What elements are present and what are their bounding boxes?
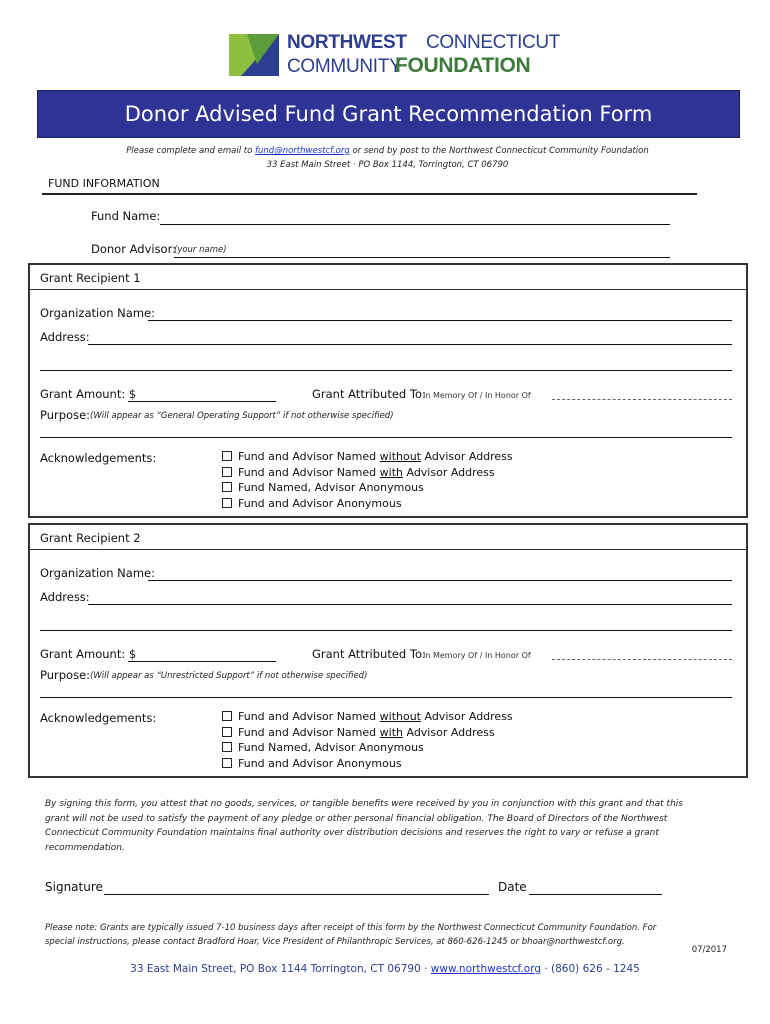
recipient-1-ack-option[interactable]: Fund and Advisor Named without Advisor Address	[222, 449, 513, 465]
date-label: Date	[498, 880, 527, 894]
processing-note: Please note: Grants are typically issued 7-10 business days after receipt of this form by the Northwest Connecticut Community Foundation. For special instructions, please contact Bradford Hoar, Vice President of Philanthropic Services, at 860-626-1245 or bhoar@northwestcf.org.	[45, 923, 657, 947]
recipient-2-org-label: Organization Name:	[40, 566, 155, 580]
form-title: Donor Advised Fund Grant Recommendation Form	[124, 102, 653, 126]
recipient-1-attributed-options: In Memory Of / In Honor Of	[423, 391, 531, 400]
date-field[interactable]	[529, 894, 662, 895]
grant-recipient-1-section	[28, 263, 748, 518]
recipient-2-attributed-field[interactable]	[552, 659, 732, 660]
recipient-1-ack-options	[222, 449, 513, 511]
logo-text-foundation: FOUNDATION	[395, 54, 531, 77]
recipient-2-address-label: Address:	[40, 590, 90, 604]
recipient-1-attributed-field[interactable]	[552, 399, 732, 400]
logo-mark-icon	[229, 34, 279, 76]
recipient-2-address-field-2[interactable]	[40, 630, 732, 631]
recipient-1-amount-label: Grant Amount: $	[40, 387, 137, 401]
recipient-2-amount-label: Grant Amount: $	[40, 647, 137, 661]
recipient-1-ack-option[interactable]: Fund and Advisor Named with Advisor Address	[222, 465, 513, 481]
recipient-1-address-field-2[interactable]	[40, 370, 732, 371]
checkbox[interactable]	[222, 742, 232, 752]
foundation-logo	[229, 30, 560, 80]
fund-info-divider	[42, 193, 697, 195]
checkbox[interactable]	[222, 467, 232, 477]
donor-advisor-field[interactable]	[174, 257, 670, 258]
checkbox[interactable]	[222, 758, 232, 768]
signature-field[interactable]	[104, 894, 489, 895]
recipient-1-ack-option[interactable]: Fund and Advisor Anonymous	[222, 496, 513, 512]
instructions-address: 33 East Main Street · PO Box 1144, Torrington, CT 06790	[266, 160, 509, 170]
recipient-1-org-field[interactable]	[148, 320, 732, 321]
checkbox[interactable]	[222, 727, 232, 737]
footer-address: 33 East Main Street, PO Box 1144 Torrington, CT 06790 ·	[130, 963, 431, 975]
footer-phone: · (860) 626 - 1245	[541, 963, 640, 975]
donor-advisor-label: Donor Advisor:	[91, 242, 176, 256]
attestation-text: By signing this form, you attest that no goods, services, or tangible benefits were received by you in conjunction with this grant and that this grant will not be used to satisfy the payment of any pledge or other personal financial obligation. The Board of Directors of the Northwest Connecticut Community Foundation maintains final authority over distribution decisions and reserves the right to vary or refuse a grant recommendation.	[45, 799, 683, 853]
recipient-1-purpose-hint: (Will appear as “General Operating Support” if not otherwise specified)	[90, 411, 394, 421]
instructions-prefix: Please complete and email to	[126, 146, 256, 156]
recipient-2-address-field-1[interactable]	[88, 604, 732, 605]
grant-recipient-2-section	[28, 523, 748, 778]
recipient-1-heading: Grant Recipient 1	[40, 271, 141, 285]
fund-name-label: Fund Name:	[91, 209, 161, 223]
recipient-2-purpose-label: Purpose:	[40, 668, 91, 682]
revision-date: 07/2017	[691, 945, 727, 955]
logo-text-northwest: NORTHWEST	[287, 32, 407, 53]
recipient-2-purpose-field[interactable]	[40, 697, 732, 698]
donor-advisor-hint: (your name)	[174, 245, 227, 255]
checkbox[interactable]	[222, 498, 232, 508]
instructions-suffix: or send by post to the Northwest Connecticut Community Foundation	[349, 146, 649, 156]
recipient-2-ack-option[interactable]: Fund Named, Advisor Anonymous	[222, 740, 513, 756]
recipient-2-header	[30, 525, 746, 550]
recipient-1-ack-label: Acknowledgements:	[40, 451, 157, 465]
recipient-2-attributed-label: Grant Attributed To:	[312, 647, 426, 661]
logo-text-community: COMMUNITY	[287, 56, 402, 77]
checkbox[interactable]	[222, 711, 232, 721]
recipient-2-attributed-options: In Memory Of / In Honor Of	[423, 651, 531, 660]
recipient-2-purpose-hint: (Will appear as “Unrestricted Support” if not otherwise specified)	[90, 671, 368, 681]
recipient-2-ack-options	[222, 709, 513, 771]
checkbox[interactable]	[222, 451, 232, 461]
recipient-2-ack-option[interactable]: Fund and Advisor Named without Advisor Address	[222, 709, 513, 725]
recipient-1-purpose-label: Purpose:	[40, 408, 91, 422]
recipient-2-ack-option[interactable]: Fund and Advisor Anonymous	[222, 756, 513, 772]
recipient-2-ack-label: Acknowledgements:	[40, 711, 157, 725]
recipient-1-header	[30, 265, 746, 290]
fund-info-heading: FUND INFORMATION	[48, 177, 160, 190]
recipient-1-attributed-label: Grant Attributed To:	[312, 387, 426, 401]
email-link[interactable]: fund@northwestcf.org	[255, 146, 350, 156]
recipient-2-ack-option[interactable]: Fund and Advisor Named with Advisor Address	[222, 725, 513, 741]
logo-text-connecticut: CONNECTICUT	[426, 32, 560, 53]
signature-label: Signature	[45, 880, 103, 894]
checkbox[interactable]	[222, 482, 232, 492]
footer	[0, 963, 770, 975]
recipient-1-address-field-1[interactable]	[88, 344, 732, 345]
recipient-2-org-field[interactable]	[148, 580, 732, 581]
recipient-1-org-label: Organization Name:	[40, 306, 155, 320]
recipient-1-address-label: Address:	[40, 330, 90, 344]
recipient-1-amount-field[interactable]	[128, 401, 276, 402]
title-banner	[37, 90, 740, 138]
recipient-1-purpose-field[interactable]	[40, 437, 732, 438]
recipient-1-ack-option[interactable]: Fund Named, Advisor Anonymous	[222, 480, 513, 496]
instructions-line	[37, 146, 738, 156]
website-link[interactable]: www.northwestcf.org	[430, 963, 542, 975]
fund-name-field[interactable]	[160, 224, 670, 225]
recipient-2-heading: Grant Recipient 2	[40, 531, 141, 545]
recipient-2-amount-field[interactable]	[128, 661, 276, 662]
